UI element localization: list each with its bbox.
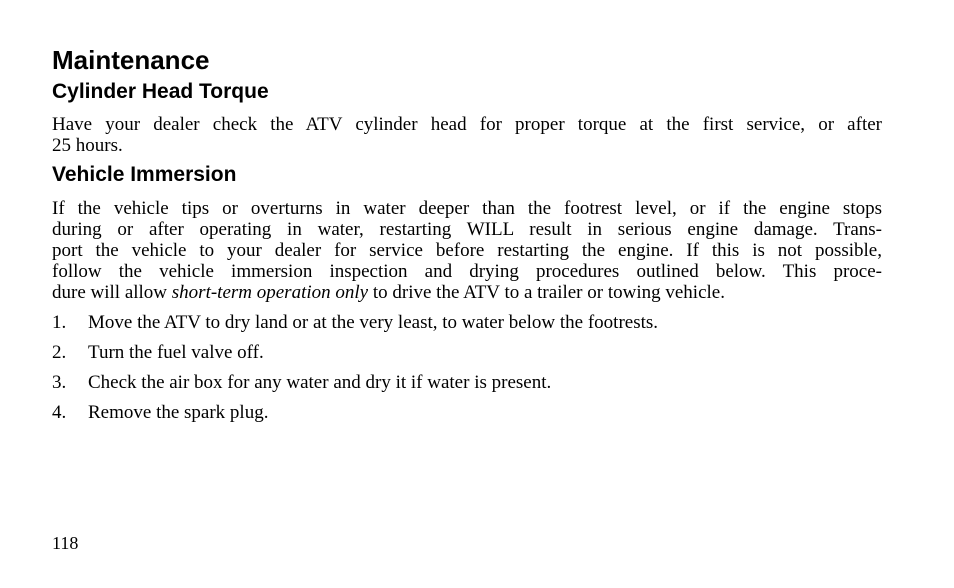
paragraph-line: If the vehicle tips or overturns in water deeper than the footrest level, or if the engine stops xyxy=(52,198,882,219)
vehicle-immersion-paragraph xyxy=(52,198,882,303)
list-item xyxy=(52,342,658,372)
step-text: Move the ATV to dry land or at the very least, to water below the footrests. xyxy=(88,312,659,333)
paragraph-text: to drive the ATV to a trailer or towing vehicle. xyxy=(368,282,725,303)
step-text: Remove the spark plug. xyxy=(88,402,269,423)
section-title: Maintenance xyxy=(52,45,210,75)
cylinder-head-torque-paragraph xyxy=(52,114,882,156)
list-item xyxy=(52,312,658,342)
paragraph-line: follow the vehicle immersion inspection and drying procedures outlined below. This proce- xyxy=(52,261,882,282)
page-number: 118 xyxy=(52,533,79,553)
list-item xyxy=(52,402,658,432)
emphasized-text: short-term operation only xyxy=(171,282,369,303)
immersion-steps-list xyxy=(52,312,658,432)
vehicle-immersion-heading: Vehicle Immersion xyxy=(52,163,237,186)
list-item xyxy=(52,372,658,402)
paragraph-text: dure will allow xyxy=(52,282,172,303)
step-text: Turn the fuel valve off. xyxy=(88,342,264,363)
paragraph-line: during or after operating in water, restarting WILL result in serious engine damage. Trans- xyxy=(52,219,882,240)
step-number: 4. xyxy=(52,402,67,423)
paragraph-line: 25 hours. xyxy=(52,135,123,156)
step-number: 3. xyxy=(52,372,67,393)
step-number: 1. xyxy=(52,312,67,333)
cylinder-head-torque-heading: Cylinder Head Torque xyxy=(52,80,269,103)
paragraph-line: Have your dealer check the ATV cylinder head for proper torque at the first service, or after xyxy=(52,114,882,135)
paragraph-line xyxy=(52,282,882,303)
paragraph-line: port the vehicle to your dealer for service before restarting the engine. If this is not possible, xyxy=(52,240,882,261)
step-text: Check the air box for any water and dry it if water is present. xyxy=(88,372,552,393)
step-number: 2. xyxy=(52,342,67,363)
